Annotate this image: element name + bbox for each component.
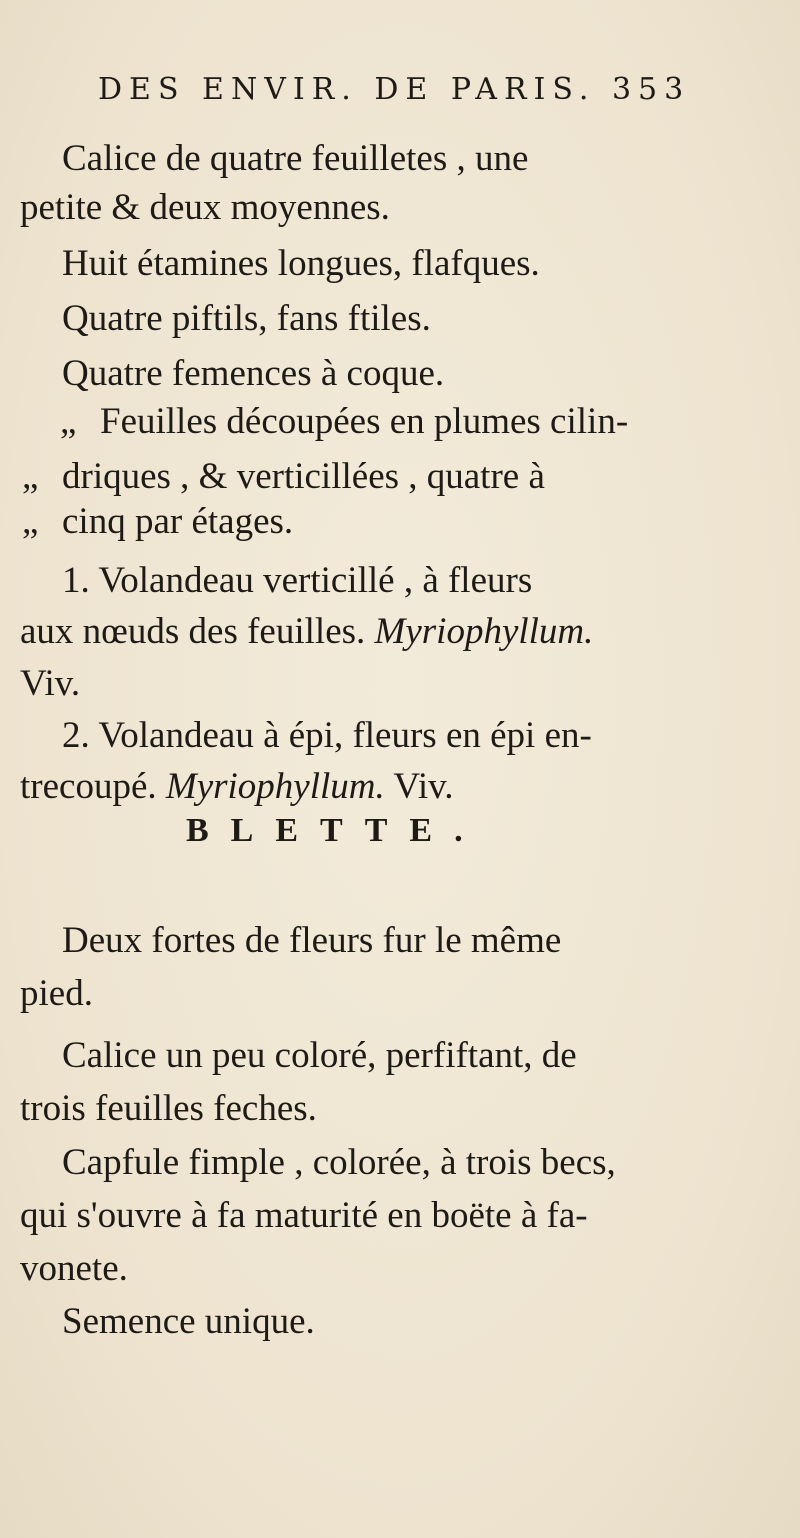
quote-mark: „ bbox=[22, 456, 39, 497]
section-title: BLETTE. bbox=[186, 812, 485, 849]
text-line: „ cinq par étages. bbox=[22, 501, 294, 542]
text-line: qui s'ouvre à fa maturité en boëte à fa- bbox=[20, 1195, 588, 1236]
text-line: Huit étamines longues, flafques. bbox=[62, 243, 540, 284]
text-line: „ Feuilles découpées en plumes cilin- bbox=[60, 401, 629, 442]
text-line: trois feuilles feches. bbox=[20, 1088, 317, 1129]
text-line: pied. bbox=[20, 973, 93, 1014]
text-line: Deux fortes de fleurs fur le même bbox=[62, 920, 562, 961]
text-line: Capfule fimple , colorée, à trois becs, bbox=[62, 1142, 616, 1183]
latin-name: Myriophyllum. bbox=[165, 766, 385, 807]
running-header: DES ENVIR. DE PARIS. 353 bbox=[98, 72, 691, 107]
text-line: trecoupé. Myriophyllum. Viv. bbox=[20, 766, 454, 807]
text-line: 2. Volandeau à épi, fleurs en épi en- bbox=[62, 715, 592, 756]
text-line: aux nœuds des feuilles. Myriophyllum. bbox=[20, 611, 594, 652]
text-line: Semence unique. bbox=[62, 1301, 315, 1342]
text-line: „ driques , & verticillées , quatre à bbox=[22, 456, 545, 497]
text-line: vonete. bbox=[20, 1248, 128, 1289]
text-line: Calice de quatre feuilletes , une bbox=[62, 138, 529, 179]
text-line: Quatre piftils, fans ftiles. bbox=[62, 298, 431, 339]
text-line: Calice un peu coloré, perfiftant, de bbox=[62, 1035, 577, 1076]
quote-mark: „ bbox=[60, 401, 77, 442]
text-line: Quatre femences à coque. bbox=[62, 353, 445, 394]
text-line: 1. Volandeau verticillé , à fleurs bbox=[62, 560, 533, 601]
latin-name: Myriophyllum. bbox=[374, 611, 594, 652]
quote-mark: „ bbox=[22, 501, 39, 542]
text-line: petite & deux moyennes. bbox=[20, 187, 390, 228]
text-line: Viv. bbox=[20, 663, 81, 704]
